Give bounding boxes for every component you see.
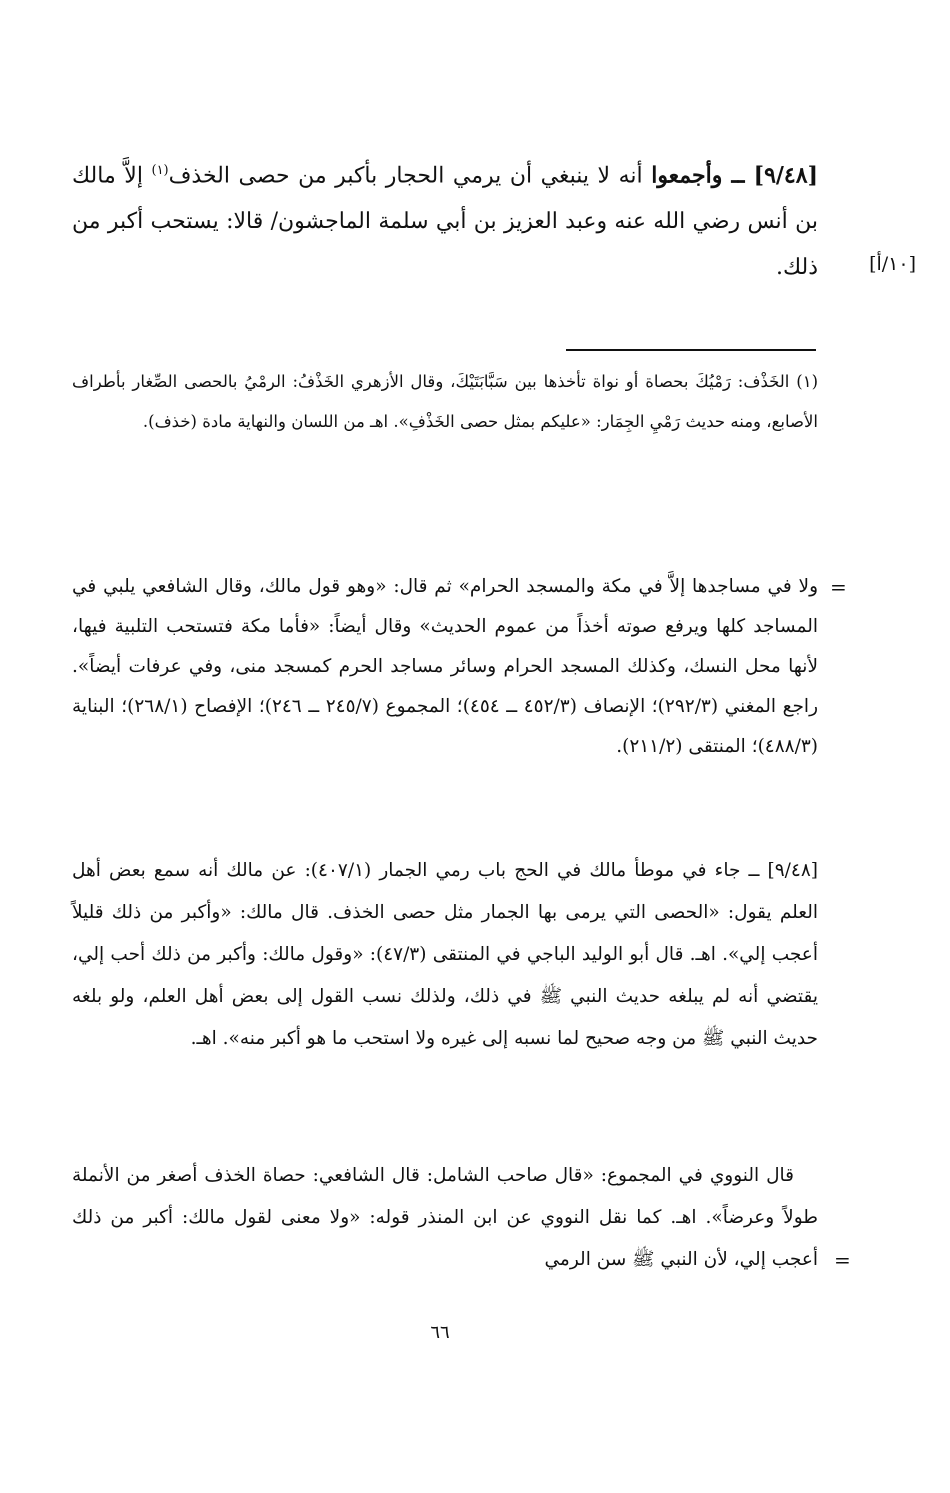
footnote-divider <box>566 349 816 351</box>
manuscript-folio-ref: [١٠/أ] <box>869 253 916 275</box>
commentary-paragraph: [٩/٤٨] ــ جاء في موطأ مالك في الحج باب رمي الجمار (٤٠٧/١): عن مالك أنه سمع بعض أهل العلم يقول: «الحصى التي يرمى بها الجمار مثل حصى الخذف. قال مالك: «وأكبر من ذلك قليلاً أعجب إلي». اهـ. قال أبو الوليد الباجي في المنتقى (٤٧/٣): «وقول مالك: وأكبر من ذلك أحب إلي، يقتضي أنه لم يبلغه حديث النبي ﷺ في ذلك، ولذلك نسب القول إلى بعض أهل العلم، ولو بلغه حديث النبي ﷺ من وجه صحيح لما نسبه إلى غيره ولا استحب ما هو أكبر منه». اهـ. <box>72 860 818 1049</box>
main-text-part1: أنه لا ينبغي أن يرمي الحجار بأكبر من حصى الخذف <box>168 163 652 189</box>
main-text-part2: إلاَّ مالك بن أنس رضي الله عنه وعبد العزيز بن أبي سلمة الماجشون/ قالا: يستحب أكبر من ذلك. <box>72 163 818 281</box>
issue-label: [٩/٤٨] ــ وأجمعوا <box>651 162 818 189</box>
commentary-paragraph-2-text: قال النووي في المجموع: «قال صاحب الشامل: قال الشافعي: حصاة الخذف أصغر من الأنملة طولاً وعرضاً». اهـ. كما نقل النووي عن ابن المنذر قوله: «ولا معنى لقول مالك: أكبر من ذلك أعجب إلي، لأن النبي ﷺ سن الرمي <box>72 1165 818 1270</box>
continuation-mark: = <box>830 575 847 599</box>
footnote-continuation: ولا في مساجدها إلاَّ في مكة والمسجد الحرام» ثم قال: «وهو قول مالك، وقال الشافعي يلبي في المساجد كلها ويرفع صوته أخذاً من عموم الحديث» وقال أيضاً: «فأما مكة فتستحب التلبية فيها، لأنها محل النسك، وكذلك المسجد الحرام وسائر مساجد الحرم كمسجد منى، وفي عرفات أيضاً». راجع المغني (٢٩٢/٣)؛ الإنصاف (٤٥٢/٣ ــ ٤٥٤)؛ المجموع (٢٤٥/٧ ــ ٢٤٦)؛ الإفصاح (٢٦٨/١)؛ البناية (٤٨٨/٣)؛ المنتقى (٢١١/٢). <box>72 576 819 757</box>
continued-mark: = <box>834 1248 851 1272</box>
footnote: (١) الخَذْف: رَمْيُكَ بحصاة أو نواة تأخذها بين سَبَّابَتَيْكَ، وقال الأزهري الخَذْفُ: الرمْيُ بالحصى الصِّغار بأطراف الأصابع، ومنه حديث رَمْيِ الجِمَار: «عليكم بمثل حصى الخَذْفِ». اهـ من اللسان والنهاية مادة (خذف). <box>72 372 818 431</box>
main-text <box>72 148 818 291</box>
footnote-ref: (١) <box>151 163 169 178</box>
page-number: ٦٦ <box>430 1322 450 1343</box>
commentary-paragraph-2 <box>72 1155 818 1281</box>
